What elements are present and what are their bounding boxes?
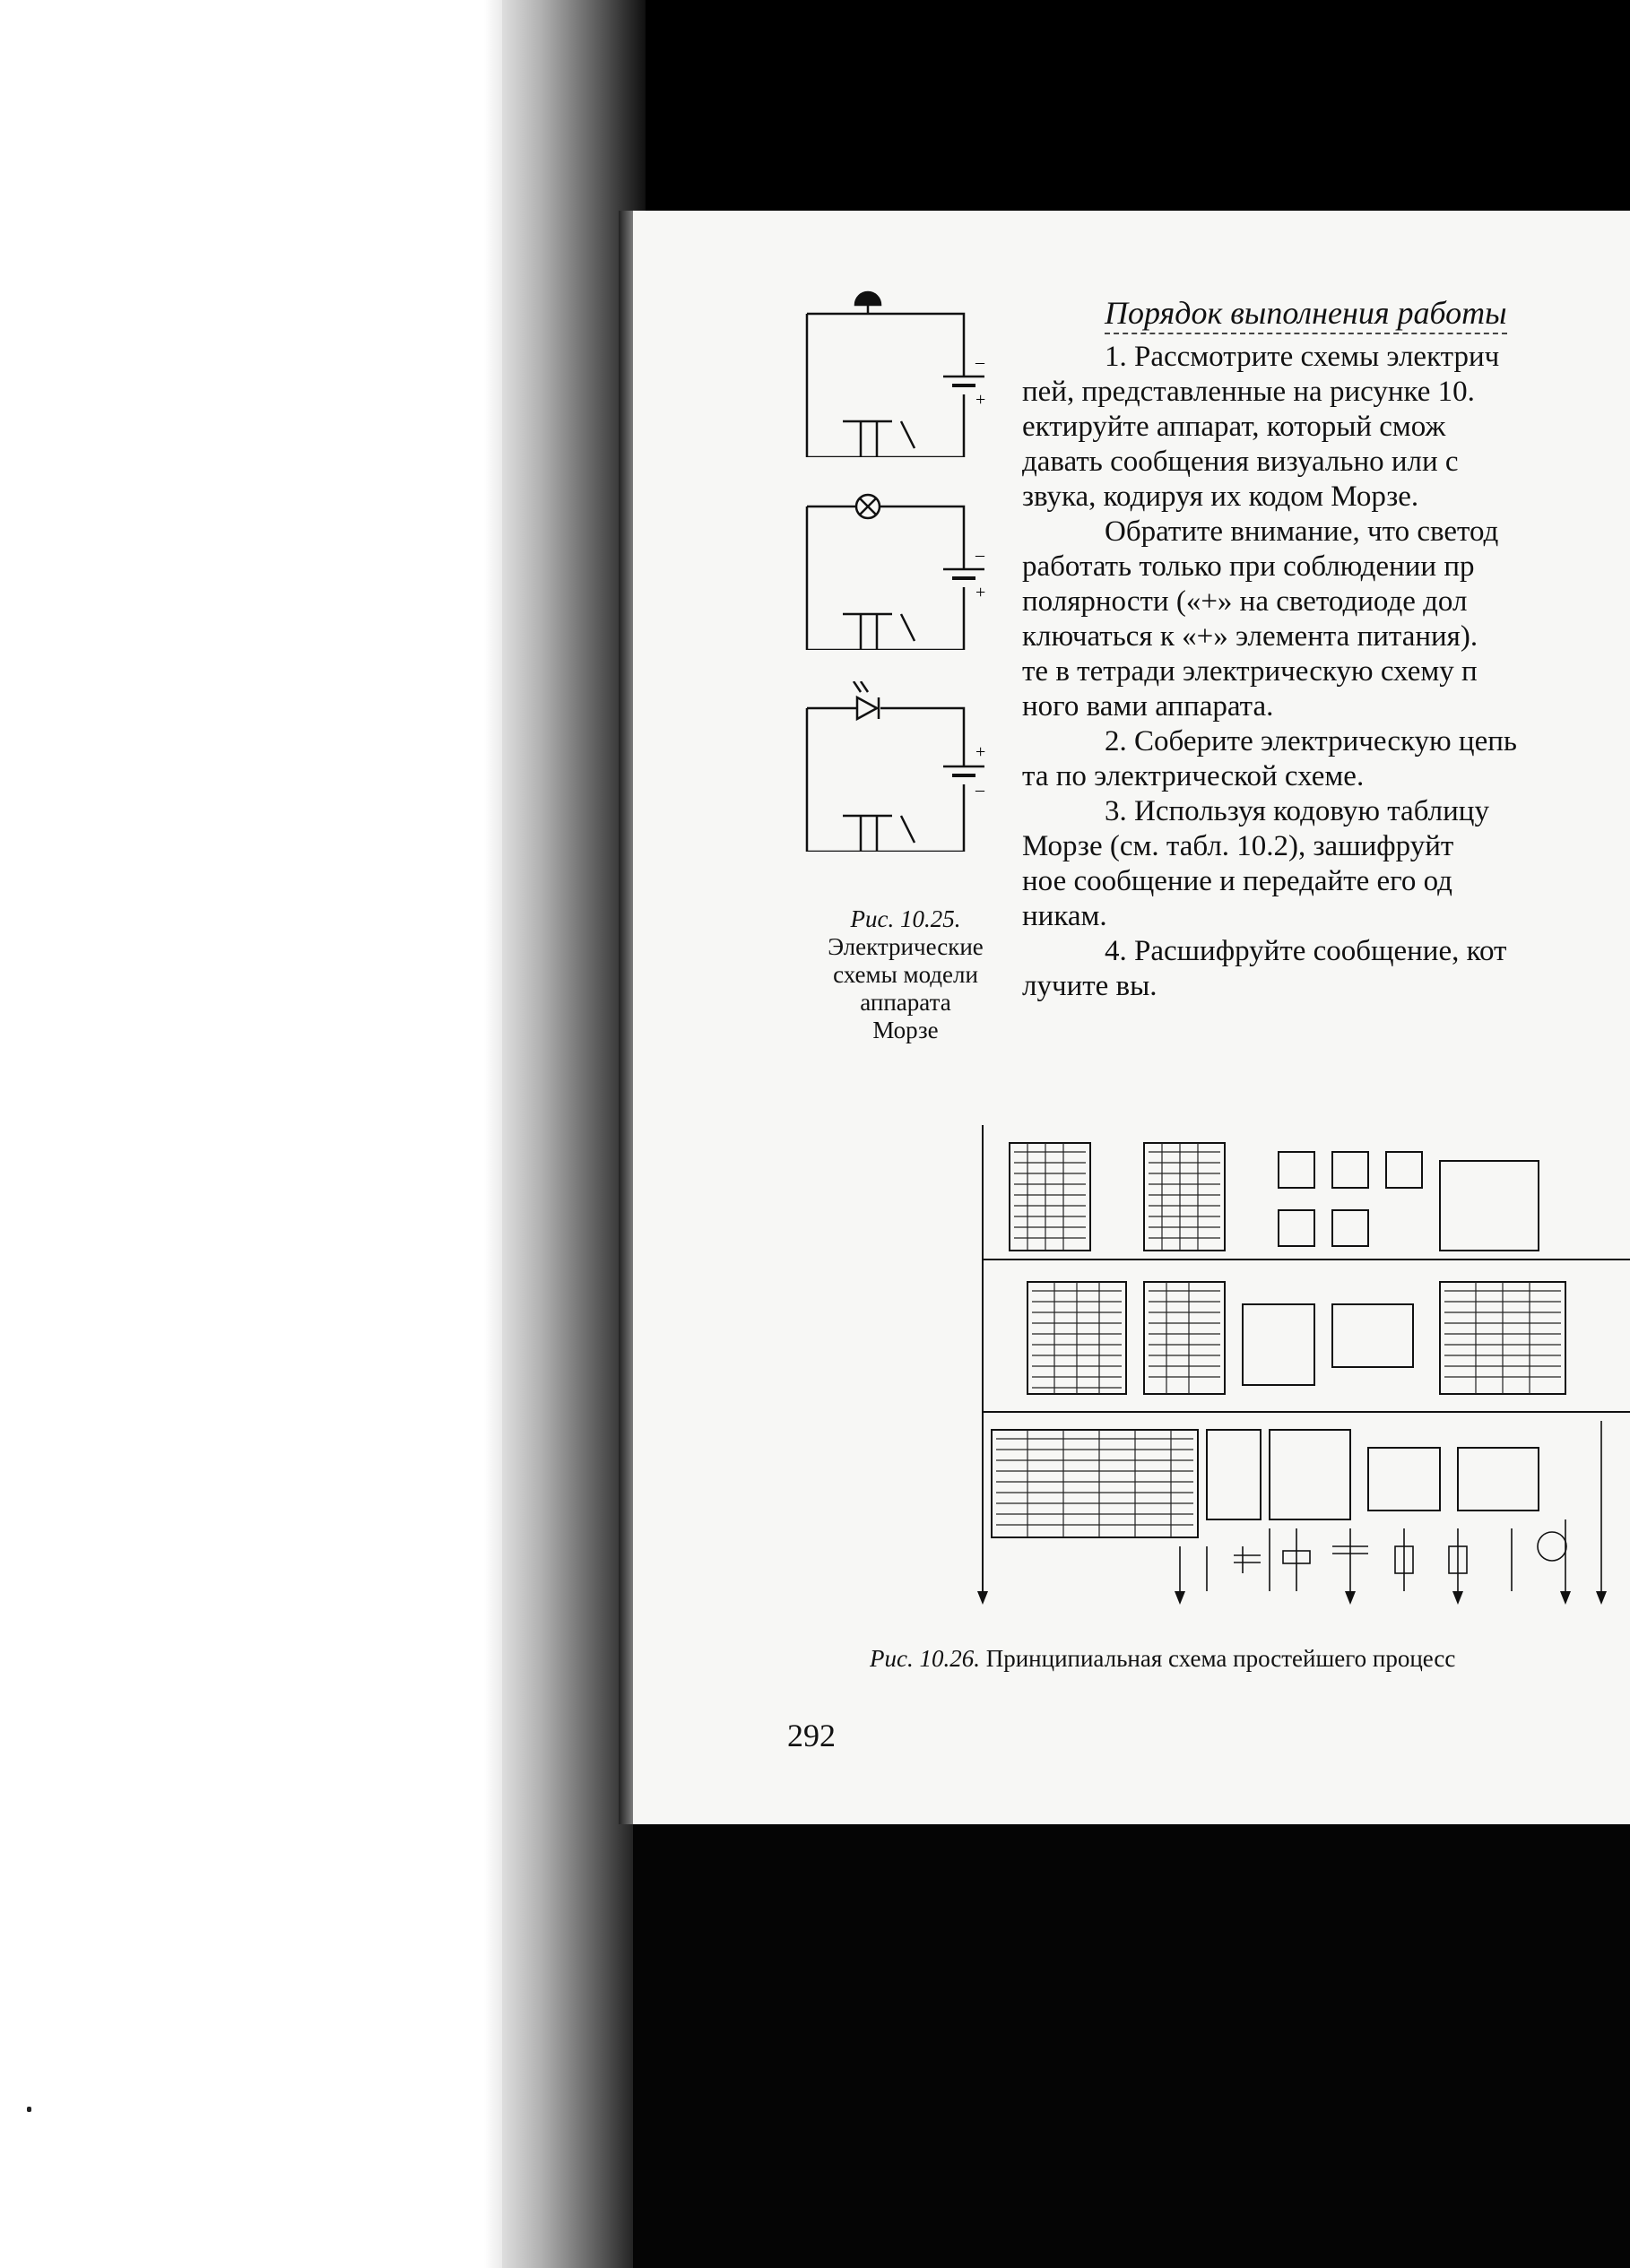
figure-10-26-caption bbox=[870, 1645, 1630, 1673]
caption-number: Рис. 10.26. bbox=[870, 1645, 980, 1672]
caption-line: Электрические bbox=[828, 933, 984, 960]
circuit-lamp bbox=[780, 480, 1004, 650]
circuit-lamp-diagram bbox=[780, 480, 1004, 650]
text-line: полярности («+» на светодиоде дол bbox=[1022, 585, 1468, 618]
section-title: Порядок выполнения работы bbox=[1105, 296, 1507, 334]
circuit-bell-diagram bbox=[780, 287, 1004, 457]
paragraph-5 bbox=[1022, 934, 1630, 1004]
circuit-led-diagram bbox=[780, 681, 1004, 852]
text-line: ного вами аппарата. bbox=[1022, 690, 1274, 723]
text-line: никам. bbox=[1022, 900, 1107, 932]
processor-schematic-diagram bbox=[974, 1125, 1630, 1627]
morse-circuits-figure bbox=[780, 287, 1004, 879]
scan-speck bbox=[27, 2107, 31, 2112]
text-line: Обратите внимание, что светод bbox=[1105, 515, 1499, 548]
text-line: те в тетради электрическую схему п bbox=[1022, 655, 1478, 688]
text-line: ключаться к «+» элемента питания). bbox=[1022, 620, 1478, 653]
paragraph-4 bbox=[1022, 794, 1630, 934]
paragraph-1 bbox=[1022, 340, 1630, 515]
battery-minus-label: – bbox=[975, 545, 984, 565]
caption-line: Морзе bbox=[872, 1017, 939, 1043]
figure-10-25-caption bbox=[789, 905, 1022, 1044]
caption-text: Принципиальная схема простейшего процесс bbox=[979, 1645, 1456, 1672]
procedure-text bbox=[1022, 296, 1630, 1004]
text-line: ное сообщение и передайте его од bbox=[1022, 865, 1452, 897]
battery-minus-label: – bbox=[975, 780, 984, 800]
text-line: 1. Рассмотрите схемы электрич bbox=[1105, 341, 1500, 373]
text-line: ектируйте аппарат, который смож bbox=[1022, 411, 1446, 443]
text-line: пей, представленные на рисунке 10. bbox=[1022, 376, 1475, 408]
battery-plus-label: + bbox=[975, 742, 986, 762]
text-line: 4. Расшифруйте сообщение, кот bbox=[1105, 935, 1507, 967]
caption-line: аппарата bbox=[860, 989, 951, 1016]
processor-schematic bbox=[974, 1125, 1630, 1627]
paragraph-2 bbox=[1022, 515, 1630, 724]
page-number: 292 bbox=[787, 1718, 836, 1753]
scan-background-bottom bbox=[633, 1824, 1630, 2268]
battery-minus-label: – bbox=[975, 352, 984, 372]
paragraph-3 bbox=[1022, 724, 1630, 794]
scan-background-left bbox=[0, 0, 502, 2268]
text-line: 3. Используя кодовую таблицу bbox=[1105, 795, 1489, 827]
circuit-bell bbox=[780, 287, 1004, 457]
caption-line: схемы модели bbox=[833, 961, 978, 988]
text-line: 2. Соберите электрическую цепь bbox=[1105, 725, 1517, 757]
text-line: работать только при соблюдении пр bbox=[1022, 550, 1475, 583]
text-line: та по электрической схеме. bbox=[1022, 760, 1365, 792]
battery-plus-label: + bbox=[975, 390, 986, 410]
text-line: давать сообщения визуально или с bbox=[1022, 446, 1459, 478]
text-line: звука, кодируя их кодом Морзе. bbox=[1022, 480, 1419, 513]
caption-number: Рис. 10.25. bbox=[850, 905, 961, 932]
battery-plus-label: + bbox=[975, 583, 986, 602]
text-line: лучите вы. bbox=[1022, 970, 1157, 1002]
text-line: Морзе (см. табл. 10.2), зашифруйт bbox=[1022, 830, 1454, 862]
circuit-led bbox=[780, 681, 1004, 852]
